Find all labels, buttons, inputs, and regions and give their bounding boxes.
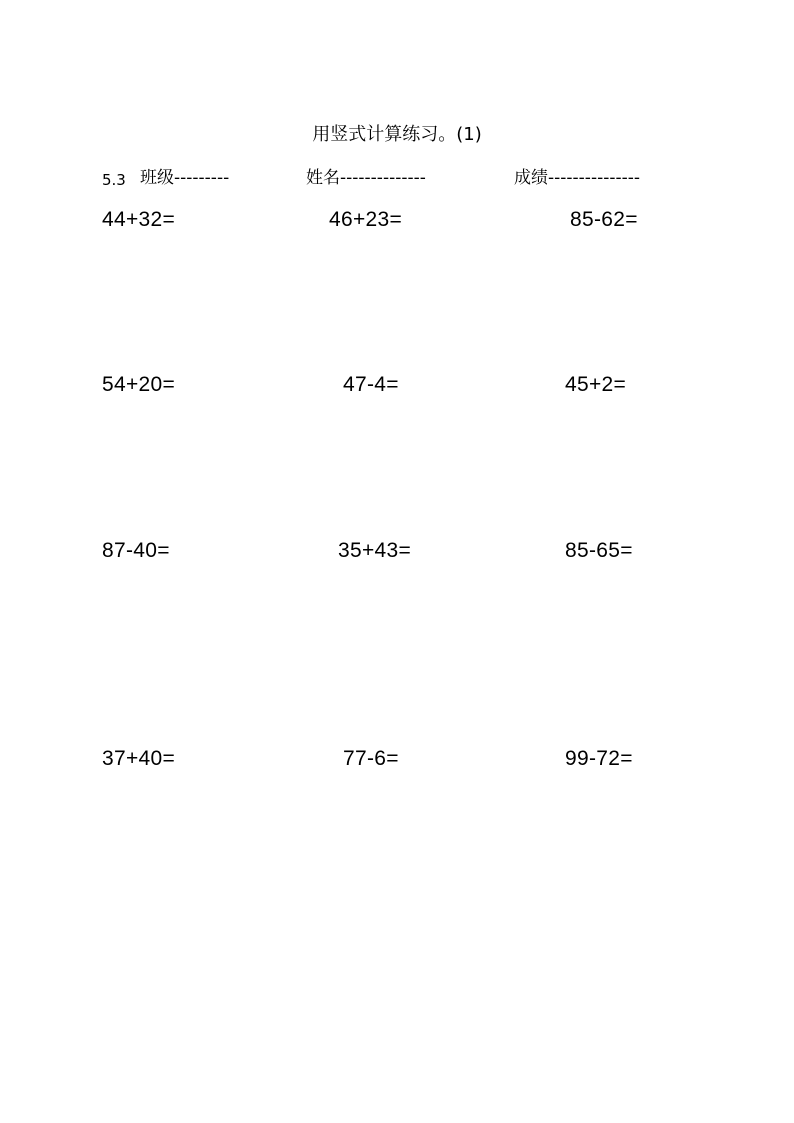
score-field: 成绩---------------: [514, 168, 641, 188]
problem-r2-c3: 45+2=: [565, 373, 627, 396]
problem-r3-c1: 87-40=: [102, 539, 170, 562]
problem-r3-c2: 35+43=: [338, 539, 412, 562]
problem-r4-c3: 99-72=: [565, 747, 633, 770]
problem-r4-c2: 77-6=: [343, 747, 399, 770]
problem-r1-c3: 85-62=: [570, 208, 638, 231]
problem-r1-c1: 44+32=: [102, 208, 176, 231]
problem-r2-c2: 47-4=: [343, 373, 399, 396]
date-label: 5.3: [102, 171, 126, 189]
problem-r3-c3: 85-65=: [565, 539, 633, 562]
problem-r4-c1: 37+40=: [102, 747, 176, 770]
problem-r1-c2: 46+23=: [329, 208, 403, 231]
name-field: 姓名--------------: [306, 168, 426, 188]
class-field: 班级---------: [140, 168, 230, 188]
problem-r2-c1: 54+20=: [102, 373, 176, 396]
worksheet-title: 用竖式计算练习。(1): [312, 124, 482, 145]
